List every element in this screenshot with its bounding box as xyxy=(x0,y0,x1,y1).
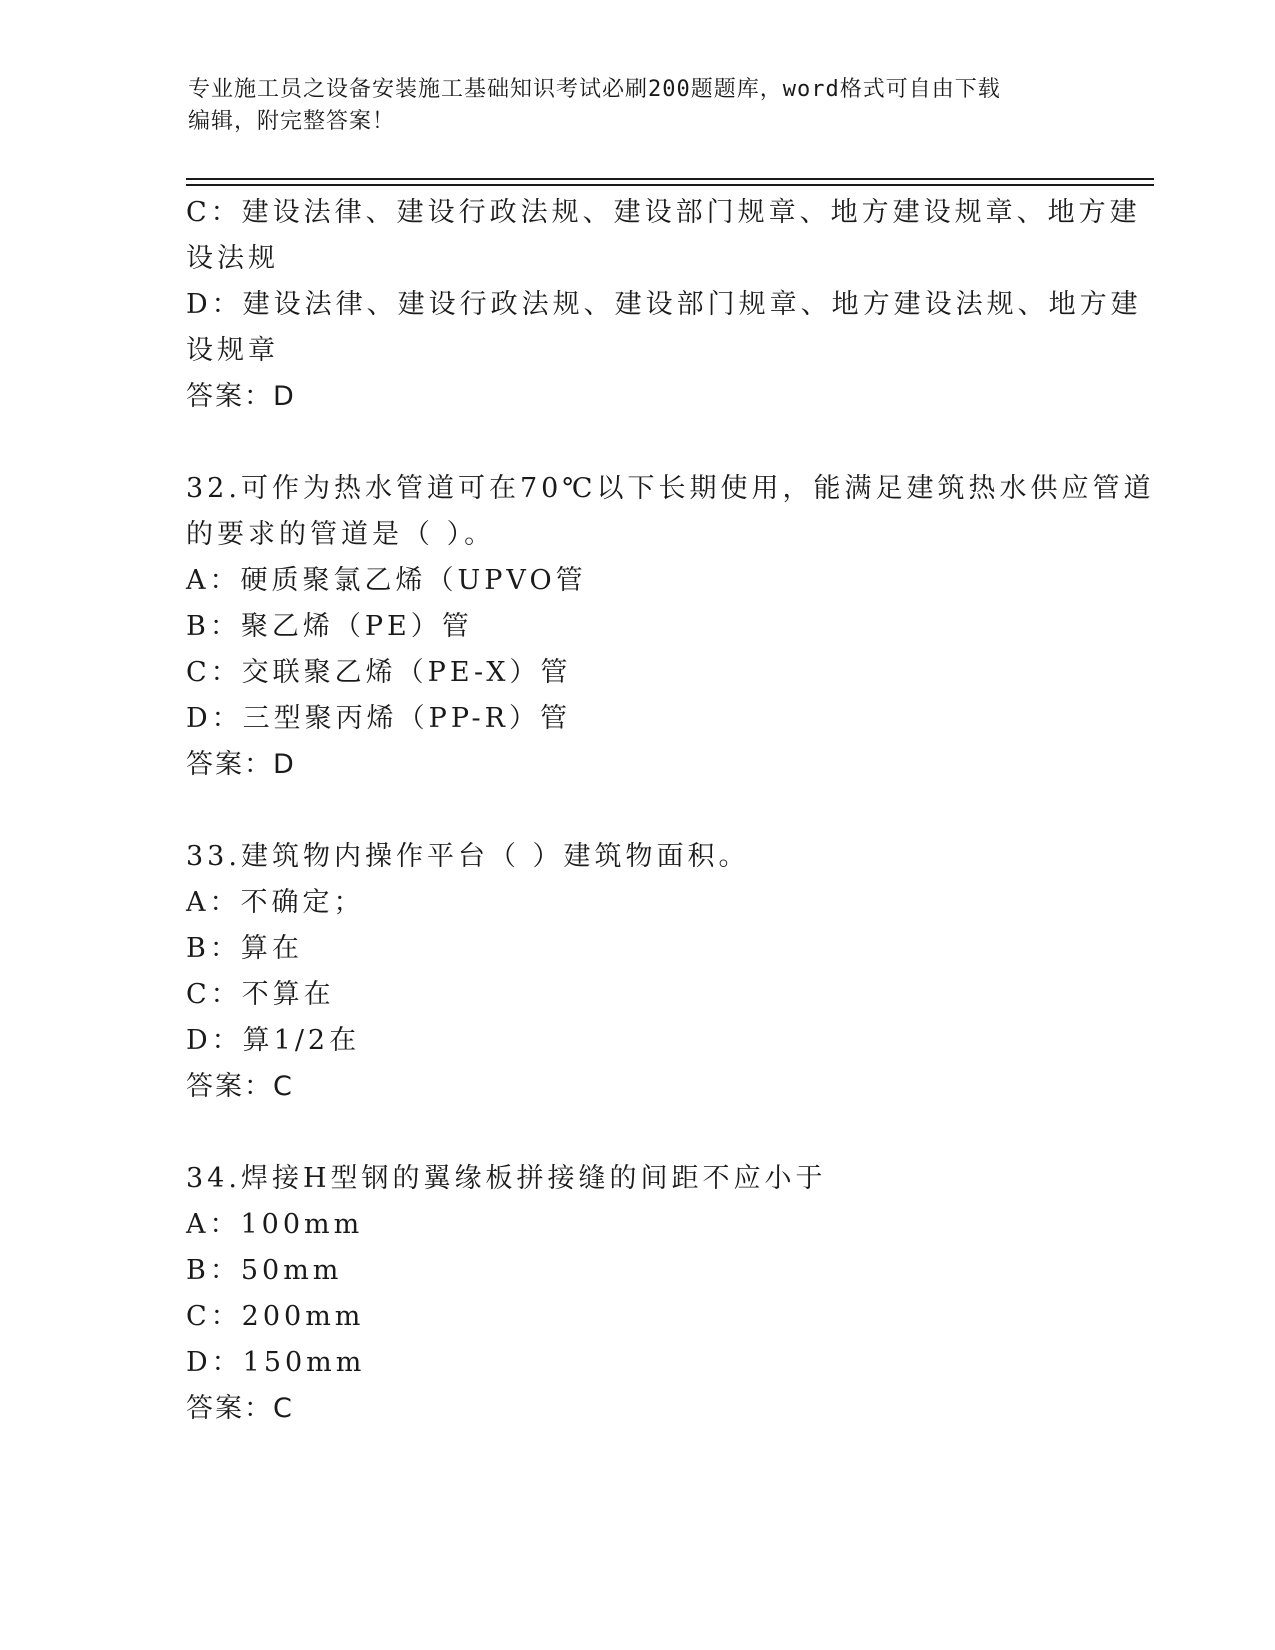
option-b: B：聚乙烯（PE）管 xyxy=(186,611,473,642)
question-stem: 34.焊接H型钢的翼缘板拼接缝的间距不应小于 xyxy=(186,1163,827,1194)
option-d: D：算1/2在 xyxy=(186,1025,361,1056)
option-c: C：交联聚乙烯（PE-X）管 xyxy=(186,657,572,688)
question-stem: 33.建筑物内操作平台（ ）建筑物面积。 xyxy=(186,841,750,872)
header-divider-top xyxy=(186,178,1154,180)
option-c-line2: 设法规 xyxy=(186,243,279,274)
spacer xyxy=(186,1110,1086,1156)
option-d: D：150mm xyxy=(186,1347,366,1378)
option-a: A：100mm xyxy=(186,1209,364,1240)
header-title-line1: 专业施工员之设备安装施工基础知识考试必刷200题题库，word格式可自由下载 xyxy=(188,77,1001,102)
header-title-line2: 编辑，附完整答案！ xyxy=(188,109,396,134)
option-a: A：硬质聚氯乙烯（UPVO管 xyxy=(186,565,587,596)
option-d-line2: 设规章 xyxy=(186,335,279,366)
question-33 xyxy=(186,834,1086,1110)
option-c: C：200mm xyxy=(186,1301,365,1332)
option-c: C：不算在 xyxy=(186,979,335,1010)
question-32 xyxy=(186,466,1155,788)
option-d: D：三型聚丙烯（PP-R）管 xyxy=(186,703,571,734)
option-b: B：算在 xyxy=(186,933,303,964)
option-b: B：50mm xyxy=(186,1255,343,1286)
answer: 答案：C xyxy=(186,1393,294,1424)
question-31-tail xyxy=(186,190,1142,420)
answer: 答案：D xyxy=(186,749,296,780)
question-stem-line2: 的要求的管道是（ ）。 xyxy=(186,519,496,550)
spacer xyxy=(186,420,1086,466)
option-a: A：不确定； xyxy=(186,887,365,918)
question-34 xyxy=(186,1156,1086,1432)
spacer xyxy=(186,788,1086,834)
answer: 答案：C xyxy=(186,1071,294,1102)
answer: 答案：D xyxy=(186,381,296,412)
header-divider-bottom xyxy=(186,184,1154,186)
option-d-line1: D：建设法律、建设行政法规、建设部门规章、地方建设法规、地方建 xyxy=(186,289,1142,320)
option-c-line1: C：建设法律、建设行政法规、建设部门规章、地方建设规章、地方建 xyxy=(186,197,1141,228)
question-stem-line1: 32.可作为热水管道可在70℃以下长期使用，能满足建筑热水供应管道 xyxy=(186,473,1155,504)
document-header xyxy=(188,74,1078,138)
question-content xyxy=(186,190,1155,1432)
